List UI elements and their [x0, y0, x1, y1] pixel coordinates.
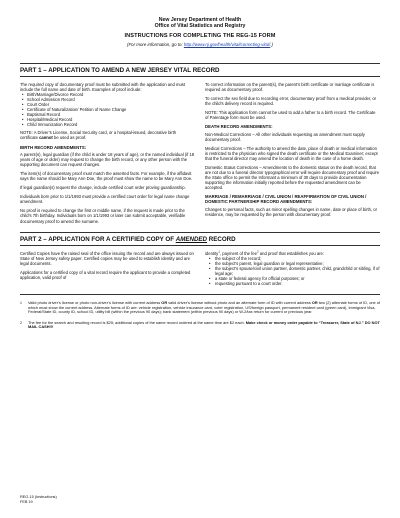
form-title: INSTRUCTIONS FOR COMPLETING THE REG-15 FORM: [124, 33, 276, 39]
document-header: [20, 17, 380, 47]
footnote-1: [20, 301, 380, 315]
part1-columns: [20, 82, 380, 228]
footnote-1-rest: two (2) alternate forms of ID, one of which must show the current address. Alternate forms of ID are: vehicle registration, vehicle insurance card, voter registration, US/foreign passport, permanent resident card (green card), Immigrant Visa, Federal/State ID, county ID, school ID, utility bill (within the previous 90 days); bank statement (within previous 90 days) or W-2/tax return for current or previous year.: [28, 299, 381, 315]
proof-item: • Birth/Marriage/Divorce Record: [20, 92, 195, 97]
death-paragraph: Domestic Status Corrections – Amendments to the domestic status on the death record, that are not due to a funeral director typographical error will require documentary proof and require the State office to permit the Informant a minimum of 30 days to provide documentation supporting the information initially reported before the requested amendment can be accepted.: [205, 165, 380, 191]
note-text-pre: NOTE: A Driver’s License, Social Security card, or a hospital-issued, decorative birth certificate: [20, 130, 177, 141]
birth-paragraph: If legal guardian(s) request the change, include certified court order proving guardianship.: [20, 185, 186, 191]
footnote-1-or: OR: [161, 299, 168, 305]
part2-title-pre: PART 2 – APPLICATION FOR A CERTIFIED COPY OF: [20, 235, 176, 243]
birth-paragraph: The item(s) of documentary proof must match the asserted facts. For example, if the affidavit says the name should be Mary Ann Doe, the proof must show the name to be Mary Ann Doe.: [20, 171, 193, 182]
applications-paragraph: Applications for a certified copy of a vital record require the applicant to provide a completed application, valid proof of: [20, 269, 191, 280]
eligibility-intro-a: identity: [205, 250, 219, 256]
birth-amendments-heading: BIRTH RECORD AMENDMENTS:: [20, 144, 87, 150]
sex-correction-paragraph: To correct the sex field due to recording error, documentary proof from a medical provider, or the child’s delivery record is required.: [205, 96, 377, 107]
footnote-1-mark: 1: [20, 300, 22, 305]
more-info-line: [20, 42, 380, 47]
eligibility-item: • the subject’s parent, legal guardian or legal representative;: [205, 261, 380, 266]
more-info-link[interactable]: http://www.nj.gov/health/vital/correcting-vital/: [183, 42, 271, 47]
part2-bottom-rule: [20, 245, 380, 246]
death-paragraph: Medical Corrections – The authority to amend the date, place of death or medical information is restricted to the physician who signed the death certificate or the Medical Examiner; except that the funeral director may amend the location of death in the case of a home death.: [205, 145, 378, 162]
part1-left-column: [20, 82, 195, 228]
certified-copies-paragraph: Certified Copies have the raised seal of the office issuing the record and are always issued on State of New Jersey safety paper. Certified copies may be used to establish identity and are legal documents.: [20, 250, 194, 266]
death-paragraph: Non-Medical Corrections – All other individuals requesting an amendment must supply documentary proof.: [205, 131, 365, 142]
proof-item: • Baptismal Record: [20, 112, 195, 117]
marriage-paragraph: Changes to personal facts, such as minor spelling changes in name, date or place of birth, or residence, may be requested by the person with documentary proof.: [205, 206, 378, 217]
footnote-ref-2: 2: [256, 249, 259, 254]
proof-item: • Hospital/Medical Record: [20, 117, 195, 122]
part2-title-emphasis: AMENDED: [175, 235, 208, 243]
form-id: REG-15 (Instructions): [20, 495, 57, 499]
part2-columns: [20, 251, 380, 289]
footnotes-rule: [20, 294, 380, 295]
part2-left-column: [20, 251, 195, 289]
drivers-license-note: [20, 130, 195, 140]
part2-title-post: RECORD: [207, 235, 236, 243]
agency-office: Office of Vital Statistics and Registry: [154, 23, 246, 29]
proof-item: • Certificate of Naturalization/ Petition of Name Change: [20, 107, 195, 112]
birth-paragraph: A parent(s), legal guardian (if the child is under 18 years of age), or the named individual (if 18 years of age or older) may request to change the birth record, or any other person with the supporting document can request changes.: [20, 152, 195, 168]
parent-correction-paragraph: To correct information on the parent(s), the parent’s birth certificate or marriage certificate is required as documentary proof.: [205, 82, 375, 93]
proof-item: • Court Order: [20, 102, 195, 107]
eligibility-item: • requesting pursuant to a court order.: [205, 281, 380, 286]
eligibility-intro-c: and proof that establishes you are:: [258, 250, 325, 256]
page-footer: [20, 495, 57, 504]
part1-title: PART 1 – APPLICATION TO AMEND A NEW JERSEY VITAL RECORD: [20, 67, 220, 74]
eligibility-item: • a state or federal agency for official purposes; or: [205, 276, 380, 281]
footnote-2-payment-note: Make check or money order payable to “Treasurer, State of NJ.” DO NOT MAIL CASH!!!: [28, 319, 380, 330]
eligibility-list: [205, 256, 380, 286]
birth-paragraph: Individuals born prior to 1/1/1993 must provide a certified court order for legal name change amendment.: [20, 194, 190, 205]
eligibility-intro-b: , payment of the fee: [219, 250, 257, 256]
revision-date: FEB 19: [20, 499, 33, 504]
death-amendments-heading: DEATH RECORD AMENDMENTS:: [205, 124, 273, 130]
more-info-suffix: .): [270, 42, 273, 47]
footnote-1-or: OR: [311, 299, 318, 305]
footnote-ref-1: 1: [218, 249, 220, 254]
part1-right-column: [205, 82, 380, 228]
footnote-2: [20, 321, 380, 330]
footnote-1-pre: Valid photo driver’s license or photo non-driver’s license with current address: [28, 299, 162, 305]
footnote-1-mid: valid driver’s license without photo and an alternate form of ID with current address: [167, 299, 312, 305]
more-info-prefix: (For more information, go to:: [127, 42, 184, 47]
part2-title: [20, 233, 380, 245]
father-note: NOTE: This application form cannot be used to add a father to a birth record. The Certificate of Parentage form must be used.: [205, 110, 376, 121]
eligibility-item: • the subject’s spouse/civil union partner, domestic partner, child, grandchild or sibling, if of legal age;: [205, 266, 380, 276]
part2-right-column: [205, 251, 380, 289]
proof-intro: The required copy of documentary proof must be submitted with the application and must include the full name and date of birth. Examples of proof include:: [20, 82, 186, 93]
birth-paragraph: No proof is required to change the first or middle name, if the request is made prior to the child’s 7th birthday. Individuals born on 1/1/1993 or later can submit acceptable, verifiable documentary proof to amend the surname.: [20, 208, 186, 224]
footnote-2-mark: 2: [20, 320, 22, 325]
proof-list: [20, 92, 195, 127]
proof-item: • School Admission Record: [20, 97, 195, 102]
note-text-post: be used as proof.: [52, 135, 87, 141]
proof-item: • Child Immunization Record: [20, 122, 195, 127]
agency-name: New Jersey Department of Health: [158, 17, 242, 23]
part1-bottom-rule: [20, 76, 380, 77]
footnote-2-pre: The fee for the search and resulting record is $25; additional copies of the same record ordered at the same time are $2 each.: [28, 319, 246, 325]
footnote-2-text: [28, 321, 380, 330]
note-text-bold: cannot: [39, 135, 53, 141]
footnote-1-text: [28, 301, 380, 315]
marriage-amendments-heading: MARRIAGE / REMARRIAGE / CIVIL UNION / REAFFIRMATION OF CIVIL UNION / DOMESTIC PARTNERSHIP RECORD AMENDMENTS:: [205, 194, 367, 205]
eligibility-item: • the subject of the record;: [205, 256, 380, 261]
